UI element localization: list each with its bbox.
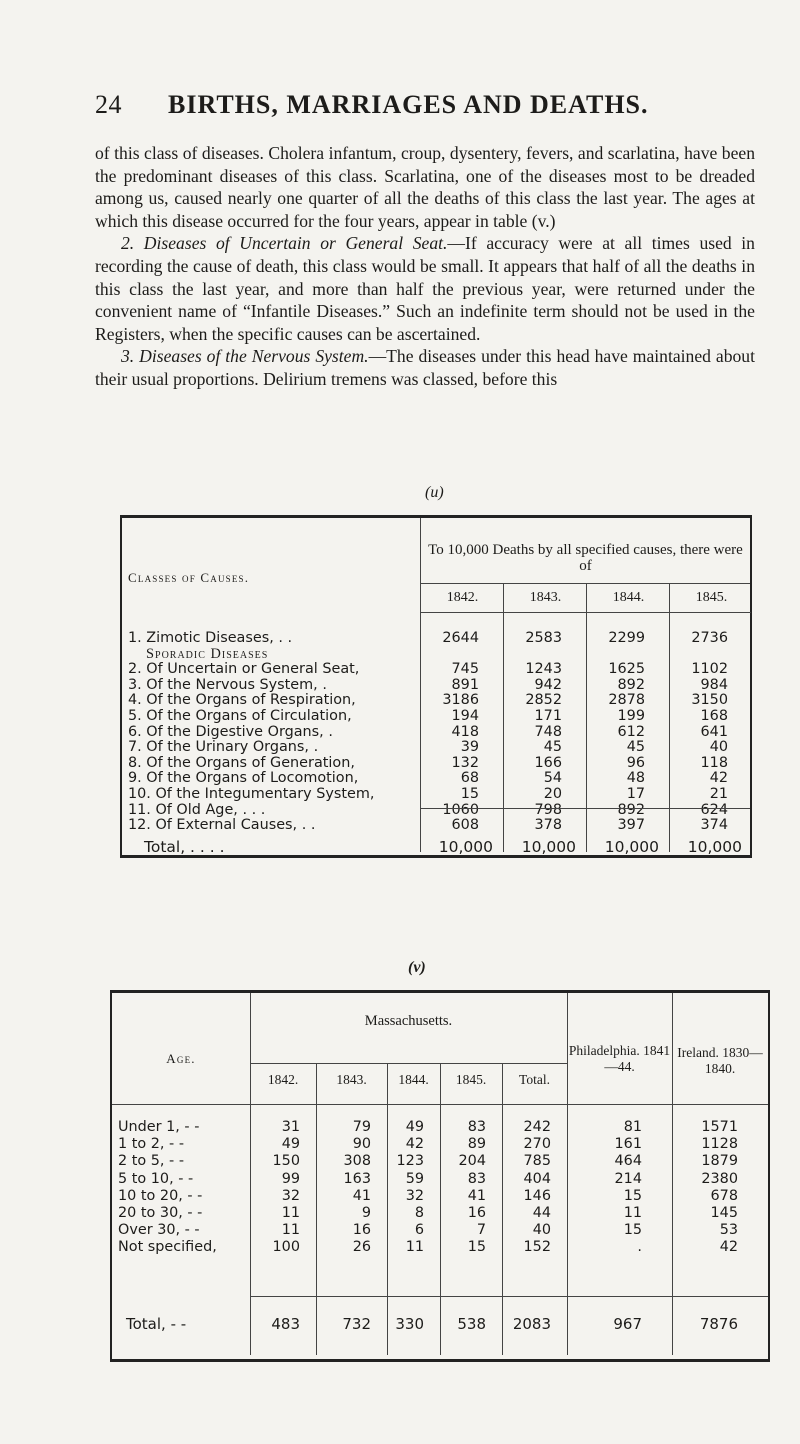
cell-value: 44 (532, 1205, 551, 1221)
cell-value: 984 (700, 676, 728, 693)
cell-value: 330 (395, 1315, 424, 1333)
cell-value: 45 (543, 739, 562, 756)
cell-value: 16 (467, 1205, 486, 1221)
cell-value: 967 (613, 1315, 642, 1333)
cell-value: 1625 (608, 661, 645, 678)
total-label: Total, . . . . (144, 838, 225, 856)
table-v (110, 990, 770, 1362)
cell-value: 15 (460, 786, 479, 802)
total-row (112, 1315, 768, 1332)
cell-value: 2583 (525, 630, 562, 646)
table-row (112, 1171, 768, 1188)
cell-value: 745 (451, 661, 479, 678)
row-label: 12. Of External Causes, . . (128, 817, 316, 834)
paragraph-3 (95, 345, 755, 390)
year-header: 1845. (695, 590, 728, 605)
cell-value: 32 (281, 1187, 300, 1204)
cell-value: 90 (352, 1136, 371, 1153)
header-rule (250, 1063, 567, 1064)
cell-value: 418 (451, 723, 479, 740)
cell-value: 242 (523, 1119, 551, 1135)
table-u-label: (u) (425, 484, 444, 501)
cell-value: 118 (700, 754, 728, 771)
cell-value: 1128 (701, 1136, 738, 1153)
table-row (122, 630, 750, 647)
cell-value: 40 (709, 739, 728, 756)
cell-value: 1879 (701, 1153, 738, 1170)
cell-value: 785 (523, 1153, 551, 1170)
row-label: 7. Of the Urinary Organs, . (128, 739, 319, 756)
cell-value: 483 (271, 1315, 300, 1333)
cell-value: 89 (467, 1136, 486, 1153)
cell-value: 123 (396, 1153, 424, 1170)
cell-value: 168 (700, 708, 728, 724)
cell-value: 11 (623, 1205, 642, 1221)
table-row (122, 739, 750, 756)
paragraph-2 (95, 232, 755, 345)
cell-value: 79 (352, 1119, 371, 1135)
row-label: 1 to 2, - - (118, 1136, 185, 1153)
cell-value: 11 (281, 1205, 300, 1221)
cell-value: 612 (617, 723, 645, 740)
cell-value: 17 (626, 786, 645, 802)
table-row (122, 802, 750, 819)
cell-value: 9 (361, 1205, 371, 1221)
philadelphia-heading: Philadelphia. 1841—44. (568, 1043, 671, 1074)
page-header (95, 90, 649, 120)
table-row (122, 661, 750, 678)
cell-value: 10,000 (604, 838, 659, 856)
cell-value: 199 (617, 708, 645, 724)
body-text (95, 142, 755, 391)
cell-value: 150 (272, 1153, 300, 1170)
cell-value: 81 (623, 1119, 642, 1135)
row-label: 2. Of Uncertain or General Seat, (128, 661, 360, 678)
paragraph-2-lead: 2. Diseases of Uncertain or General Seat. (121, 233, 448, 254)
year-header: 1842. (446, 590, 479, 605)
cell-value: 53 (719, 1222, 738, 1239)
cell-value: 15 (467, 1239, 486, 1256)
cell-value: 42 (709, 770, 728, 787)
cell-value: 678 (710, 1187, 738, 1204)
year-header: 1843. (336, 1072, 367, 1087)
page-number: 24 (95, 90, 122, 119)
paragraph-2-text: —If accuracy were at all times used in recording the cause of death, this class would be small. It appears that half of all the deaths in this class the last year, and more than half the previous year, were returned under the convenient name of “Infantile Diseases.” Such an indefinite term should not be used in the Registers, when the specific causes can be ascertained. (95, 233, 755, 344)
row-label: 5. Of the Organs of Circulation, (128, 708, 352, 724)
table-row (122, 646, 750, 663)
cell-value: 163 (343, 1170, 371, 1187)
cell-value: 161 (614, 1136, 642, 1153)
table-u-total-rule (420, 808, 750, 809)
cell-value: 41 (352, 1187, 371, 1204)
cell-value: . (637, 1239, 642, 1256)
table-row (112, 1239, 768, 1256)
table-row (122, 708, 750, 725)
cell-value: 48 (626, 770, 645, 787)
cell-value: 132 (451, 754, 479, 771)
cell-value: 10,000 (438, 838, 493, 856)
row-label: Not specified, (118, 1239, 217, 1256)
ireland-heading: Ireland. 1830—1840. (677, 1045, 763, 1076)
cell-value: 166 (534, 754, 562, 771)
cell-value: 270 (523, 1136, 551, 1153)
cell-value: 7876 (699, 1315, 738, 1333)
row-label: 20 to 30, - - (118, 1205, 203, 1221)
row-label: 10. Of the Integumentary System, (128, 786, 375, 802)
cell-value: 10,000 (521, 838, 576, 856)
table-row (112, 1205, 768, 1222)
year-header: 1844. (398, 1072, 429, 1087)
table-row (112, 1153, 768, 1170)
cell-value: 21 (709, 786, 728, 802)
cell-value: 748 (534, 723, 562, 740)
table-u (120, 515, 752, 858)
cell-value: 15 (623, 1187, 642, 1204)
year-header: 1844. (612, 590, 645, 605)
row-label: Under 1, - - (118, 1119, 200, 1135)
cell-value: 145 (710, 1205, 738, 1221)
cell-value: 8 (414, 1205, 424, 1221)
cell-value: 891 (451, 676, 479, 693)
cell-value: 31 (281, 1119, 300, 1135)
row-label: 3. Of the Nervous System, . (128, 676, 327, 693)
cell-value: 10,000 (687, 838, 742, 856)
table-row (112, 1222, 768, 1239)
paragraph-3-lead: 3. Diseases of the Nervous System. (121, 346, 369, 367)
table-row (122, 770, 750, 787)
cell-value: 204 (458, 1153, 486, 1170)
cell-value: 6 (414, 1222, 424, 1239)
cell-value: 15 (623, 1222, 642, 1239)
cell-value: 2878 (608, 692, 645, 709)
cell-value: 39 (460, 739, 479, 756)
cell-value: 7 (476, 1222, 486, 1239)
cell-value: 3150 (691, 692, 728, 709)
cell-value: 45 (626, 739, 645, 756)
cell-value: 732 (342, 1315, 371, 1333)
row-label: 10 to 20, - - (118, 1187, 203, 1204)
total-row (122, 838, 750, 855)
paragraph-3-text: —The diseases under this head have maintained about their usual proportions. Delirium tremens was classed, before this (95, 346, 755, 389)
cell-value: 2852 (525, 692, 562, 709)
table-row (122, 786, 750, 803)
year-header: 1845. (455, 1072, 487, 1087)
row-label: 6. Of the Digestive Organs, . (128, 723, 333, 740)
column-rule (503, 584, 504, 852)
row-label: Sporadic Diseases (146, 645, 269, 662)
row-label: 9. Of the Organs of Locomotion, (128, 770, 359, 787)
row-label: 4. Of the Organs of Respiration, (128, 692, 356, 709)
cell-value: 1060 (442, 801, 479, 818)
cell-value: 59 (405, 1170, 424, 1187)
cell-value: 2736 (691, 630, 728, 646)
table-row (122, 724, 750, 741)
cell-value: 892 (617, 801, 645, 818)
cell-value: 54 (543, 770, 562, 787)
table-v-label: (v) (408, 959, 426, 976)
cell-value: 397 (617, 817, 645, 834)
table-row (122, 692, 750, 709)
table-row (112, 1136, 768, 1153)
cell-value: 641 (700, 723, 728, 740)
table-u-header-left (122, 518, 420, 638)
cell-value: 378 (534, 817, 562, 834)
row-label: 1. Zimotic Diseases, . . (128, 630, 293, 646)
cell-value: 464 (614, 1153, 642, 1170)
table-row (112, 1119, 768, 1136)
cell-value: 308 (343, 1153, 371, 1170)
cell-value: 2380 (701, 1170, 738, 1187)
column-rule (669, 584, 670, 852)
cell-value: 96 (626, 754, 645, 771)
cell-value: 146 (523, 1187, 551, 1204)
cell-value: 41 (467, 1187, 486, 1204)
cell-value: 83 (467, 1170, 486, 1187)
paragraph-1-text: of this class of diseases. Cholera infantum, croup, dysentery, fevers, and scarlatina, have been the predominant diseases of this class. Scarlatina, one of the diseases most to be dreaded among us, caused nearly one quarter of all the deaths of this class the last year. The ages at which this disease occurred for the four years, appear in table (v.) (95, 143, 755, 231)
cell-value: 2299 (608, 630, 645, 646)
cell-value: 16 (352, 1222, 371, 1239)
cell-value: 11 (405, 1239, 424, 1256)
cell-value: 3186 (442, 692, 479, 709)
row-label: Over 30, - - (118, 1222, 200, 1239)
cell-value: 40 (532, 1222, 551, 1239)
year-header: Total. (519, 1072, 550, 1087)
cell-value: 2083 (512, 1315, 551, 1333)
cell-value: 171 (534, 708, 562, 724)
column-rule (586, 584, 587, 852)
row-label: 8. Of the Organs of Generation, (128, 754, 355, 771)
cell-value: 1102 (691, 661, 728, 678)
cell-value: 374 (700, 817, 728, 834)
cell-value: 11 (281, 1222, 300, 1239)
year-header: 1843. (529, 590, 562, 605)
cell-value: 42 (719, 1239, 738, 1256)
cell-value: 1571 (701, 1119, 738, 1135)
running-title: BIRTHS, MARRIAGES AND DEATHS. (168, 90, 649, 119)
row-label: 5 to 10, - - (118, 1170, 194, 1187)
table-u-header-right: To 10,000 Deaths by all specified causes, there were of (420, 518, 750, 584)
table-row (122, 677, 750, 694)
cell-value: 26 (352, 1239, 371, 1256)
cell-value: 99 (281, 1170, 300, 1187)
cell-value: 404 (523, 1170, 551, 1187)
cell-value: 1243 (525, 661, 562, 678)
cell-value: 42 (405, 1136, 424, 1153)
cell-value: 538 (457, 1315, 486, 1333)
year-header: 1842. (267, 1072, 299, 1087)
cell-value: 608 (451, 817, 479, 834)
classes-of-causes-heading: Classes of Causes. (128, 570, 250, 585)
cell-value: 624 (700, 801, 728, 818)
cell-value: 49 (281, 1136, 300, 1153)
cell-value: 942 (534, 676, 562, 693)
total-rule (250, 1296, 768, 1297)
cell-value: 798 (534, 801, 562, 818)
table-row (122, 755, 750, 772)
column-rule (420, 518, 421, 852)
cell-value: 892 (617, 676, 645, 693)
row-label: 2 to 5, - - (118, 1153, 185, 1170)
row-label: 11. Of Old Age, . . . (128, 801, 266, 818)
paragraph-1 (95, 142, 755, 232)
cell-value: 152 (523, 1239, 551, 1256)
cell-value: 214 (614, 1170, 642, 1187)
table-row (122, 817, 750, 834)
cell-value: 20 (543, 786, 562, 802)
cell-value: 83 (467, 1119, 486, 1135)
cell-value: 100 (272, 1239, 300, 1256)
cell-value: 32 (405, 1187, 424, 1204)
cell-value: 68 (460, 770, 479, 787)
table-row (112, 1188, 768, 1205)
age-heading: Age. (166, 1051, 196, 1066)
massachusetts-heading: Massachusetts. (364, 1013, 453, 1029)
cell-value: 49 (405, 1119, 424, 1135)
total-label: Total, - - (126, 1315, 187, 1333)
cell-value: 194 (451, 708, 479, 724)
cell-value: 2644 (442, 630, 479, 646)
